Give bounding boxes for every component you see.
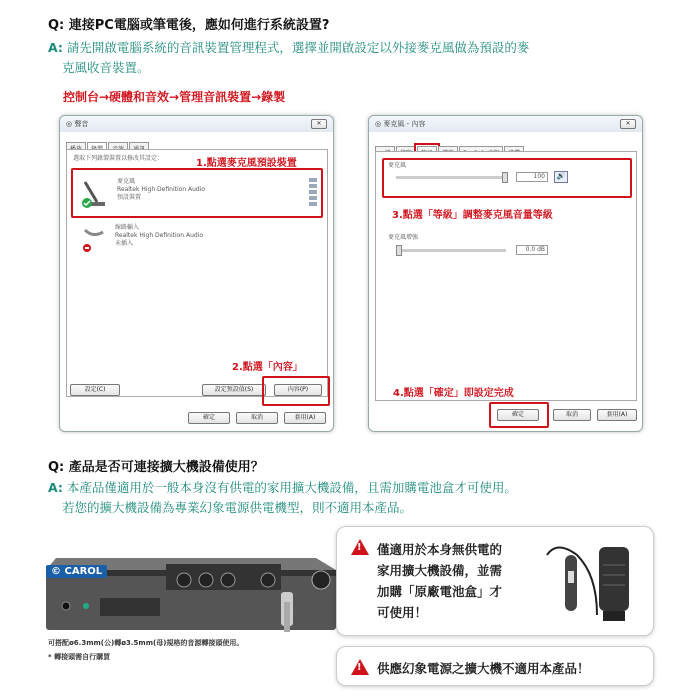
q-prefix: Q:	[48, 460, 65, 475]
cancel-button[interactable]: 取消	[236, 412, 278, 424]
amplifier-image	[36, 540, 346, 635]
q2-question	[48, 456, 264, 475]
device-line-in[interactable]	[71, 222, 323, 262]
device-status: 未插入	[115, 240, 134, 247]
microphone-icon: ◎	[375, 120, 382, 128]
callout-line: 可使用！	[377, 605, 428, 620]
callout-text: 供應幻象電源之擴大機不適用本產品！	[377, 661, 590, 676]
step3-label: 3.點選「等級」調整麥克風音量等級	[392, 210, 553, 221]
mic-window-titlebar	[369, 116, 642, 132]
close-button[interactable]: ✕	[620, 119, 636, 129]
question-text: 產品是否可連接擴大機設備使用？	[68, 460, 264, 475]
mic-properties-window	[368, 115, 643, 432]
ok-button[interactable]: 確定	[188, 412, 230, 424]
levels-panel	[375, 151, 637, 401]
answer-line-2: 克風收音裝置。	[62, 60, 150, 75]
mic-boost-slider[interactable]	[396, 249, 506, 252]
q-prefix: Q:	[48, 18, 65, 33]
callout-line: 僅適用於本身無供電的	[377, 542, 503, 557]
battery-box-image	[537, 535, 647, 631]
device-microphone[interactable]	[71, 168, 323, 218]
speaker-icon: ◎	[66, 120, 73, 128]
device-name: 線路輸入	[115, 224, 140, 231]
brand-mark-icon: ©	[51, 566, 61, 577]
mic-level-value[interactable]: 100	[516, 172, 548, 182]
step2-label: 2.點選「內容」	[232, 362, 303, 373]
mic-level-label: 麥克風	[388, 162, 407, 169]
question-text: 連接PC電腦或筆電後，應如何進行系統設置?	[68, 18, 330, 33]
warning-callout-battery	[336, 526, 654, 636]
mic-level-slider[interactable]	[396, 176, 506, 179]
window-title: 聲音	[74, 120, 89, 128]
apply-button[interactable]: 套用(A)	[284, 412, 326, 424]
configure-button[interactable]: 設定(C)	[70, 384, 120, 396]
a-prefix: A:	[48, 40, 63, 55]
answer-line-1: 本產品僅適用於一般本身沒有供電的家用擴大機設備，且需加購電池盒才可使用。	[66, 480, 517, 495]
apply-button[interactable]: 套用(A)	[597, 409, 637, 421]
slider-thumb[interactable]	[502, 172, 508, 183]
slider-thumb[interactable]	[396, 245, 402, 256]
answer-line-2: 若您的擴大機設備為專業幻象電源供電機型，則不適用本產品。	[62, 500, 413, 515]
adapter-note: 可搭配ø6.3mm(公)轉ø3.5mm(母)規格的音源轉接頭使用。	[48, 639, 244, 647]
callout-line: 家用擴大機設備，並需	[377, 563, 503, 578]
control-panel-path: 控制台→硬體和音效→管理音訊裝置→錄製	[63, 90, 286, 104]
step4-label: 4.點選「確定」即設定完成	[393, 388, 514, 399]
answer-line-1: 請先開啟電腦系統的音訊裝置管理程式，選擇並開啟設定以外接麥克風做為預設的麥	[66, 40, 530, 55]
callout-line: 加購「原廠電池盒」才	[377, 584, 503, 599]
sound-window	[59, 115, 334, 432]
q2-answer	[48, 478, 668, 518]
warning-icon: !	[351, 539, 369, 555]
mic-boost-label: 麥克風增強	[388, 234, 419, 241]
microphone-icon	[79, 176, 109, 210]
amplifier-illustration	[36, 540, 346, 635]
a-prefix: A:	[48, 480, 63, 495]
close-button[interactable]: ✕	[311, 119, 327, 129]
sound-window-titlebar	[60, 116, 333, 132]
set-default-button[interactable]: 設定預設值(S)	[202, 384, 266, 396]
window-title: 麥克風 - 內容	[383, 120, 426, 128]
device-name: 麥克風	[117, 178, 136, 185]
ok-button[interactable]: 確定	[497, 409, 539, 421]
brand-text: CAROL	[64, 566, 103, 577]
properties-button[interactable]: 內容(P)	[274, 384, 322, 396]
device-status: 預設裝置	[117, 194, 142, 201]
q1-answer	[48, 38, 668, 78]
device-driver: Realtek High Definition Audio	[117, 186, 206, 193]
cancel-button[interactable]: 取消	[553, 409, 591, 421]
step1-label: 1.點選麥克風預設裝置	[196, 158, 297, 169]
instruction-text: 選取下列錄製裝置以修改其設定：	[73, 155, 164, 162]
level-meter	[309, 178, 317, 208]
adapter-footnote: * 轉接頭需自行購買	[48, 653, 111, 661]
volume-icon[interactable]: 🔊	[554, 171, 568, 183]
q1-question	[48, 14, 329, 33]
device-driver: Realtek High Definition Audio	[115, 232, 204, 239]
callout-text	[377, 539, 502, 623]
brand-logo	[46, 565, 107, 578]
warning-callout-phantom	[336, 646, 654, 686]
warning-icon: !	[351, 659, 369, 675]
mic-boost-value: 0.0 dB	[516, 245, 548, 255]
cable-icon	[81, 226, 107, 254]
